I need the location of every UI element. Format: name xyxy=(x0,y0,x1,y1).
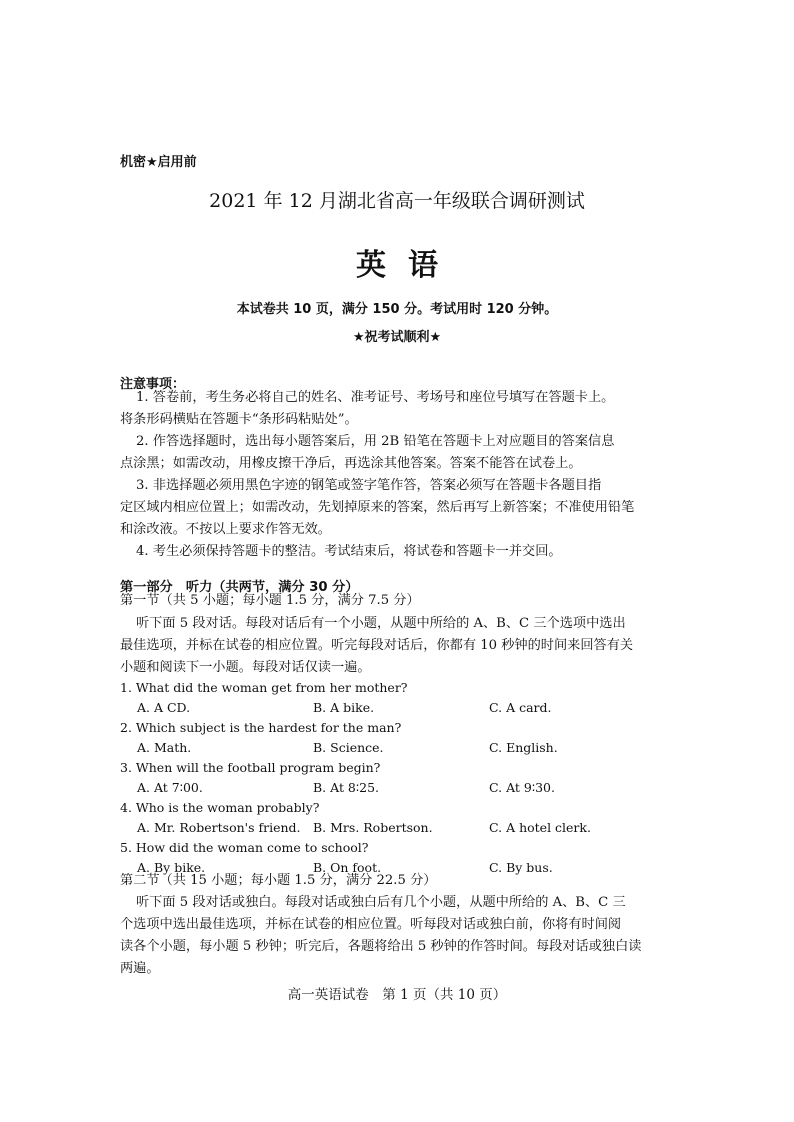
section-1-instruction-line-3: 小题和阅读下一小题。每段对话仅读一遍。 xyxy=(120,660,371,675)
confidential-label: 机密★启用前 xyxy=(120,155,197,170)
question-4-option-b: B. Mrs. Robertson. xyxy=(313,820,433,835)
question-2-option-c: C. English. xyxy=(489,740,558,755)
question-3-option-c: C. At 9∶30. xyxy=(489,780,555,795)
question-2-option-a: A. Math. xyxy=(137,740,192,755)
question-3-option-b: B. At 8∶25. xyxy=(313,780,380,795)
question-5-option-a: A. By bike. xyxy=(137,860,206,875)
note-2-line-1: 2. 作答选择题时，选出每小题答案后，用 2B 铅笔在答题卡上对应题目的答案信息 xyxy=(136,434,615,449)
question-5-option-c: C. By bus. xyxy=(489,860,553,875)
note-3-line-3: 和涂改液。不按以上要求作答无效。 xyxy=(120,522,331,537)
note-2-line-2: 点涂黑；如需改动，用橡皮擦干净后，再选涂其他答案。答案不能答在试卷上。 xyxy=(120,456,582,471)
exam-meta: 本试卷共 10 页，满分 150 分。考试用时 120 分钟。 xyxy=(236,302,558,317)
section-2-instruction-line-2: 个选项中选出最佳选项，并标在试卷的相应位置。听每段对话或独白前，你将有时间阅 xyxy=(120,917,622,932)
good-luck-line: ★祝考试顺利★ xyxy=(352,330,442,345)
question-4: 4. Who is the woman probably? xyxy=(120,800,320,815)
page-footer: 高一英语试卷 第 1 页（共 10 页） xyxy=(287,987,507,1003)
question-3: 3. When will the football program begin? xyxy=(120,760,381,775)
section-2-instruction-line-1: 听下面 5 段对话或独白。每段对话或独白后有几个小题，从题中所给的 A、B、C 三 xyxy=(136,895,626,910)
part-1-title: 第一部分 听力（共两节，满分 30 分） xyxy=(120,580,359,595)
question-2-option-b: B. Science. xyxy=(313,740,384,755)
question-4-option-c: C. A hotel clerk. xyxy=(489,820,591,835)
note-4-line-1: 4. 考生必须保持答题卡的整洁。考试结束后，将试卷和答题卡一并交回。 xyxy=(136,544,562,559)
question-1-option-a: A. A CD. xyxy=(137,700,191,715)
subject-title: 英语 xyxy=(356,248,460,283)
section-1-instruction-line-2: 最佳选项，并标在试卷的相应位置。听完每段对话后，你都有 10 秒钟的时间来回答有关 xyxy=(120,638,634,653)
section-2-instruction-line-3: 读各个小题，每小题 5 秒钟；听完后，各题将给出 5 秒钟的作答时间。每段对话或独白读 xyxy=(120,939,642,954)
question-5: 5. How did the woman come to school? xyxy=(120,840,369,855)
note-3-line-1: 3. 非选择题必须用黑色字迹的钢笔或签字笔作答，答案必须写在答题卡各题目指 xyxy=(136,478,602,493)
section-1-instruction-line-1: 听下面 5 段对话。每段对话后有一个小题，从题中所给的 A、B、C 三个选项中选出 xyxy=(136,616,626,631)
question-1-option-c: C. A card. xyxy=(489,700,552,715)
question-3-option-a: A. At 7∶00. xyxy=(137,780,203,795)
section-2-instruction-line-4: 两遍。 xyxy=(120,961,160,976)
question-1-option-b: B. A bike. xyxy=(313,700,375,715)
exam-title: 2021 年 12 月湖北省高一年级联合调研测试 xyxy=(209,190,585,212)
question-1: 1. What did the woman get from her mother? xyxy=(120,680,408,695)
note-3-line-2: 定区域内相应位置上；如需改动，先划掉原来的答案，然后再写上新答案；不准使用铅笔 xyxy=(120,500,635,515)
note-1-line-2: 将条形码横贴在答题卡“条形码粘贴处”。 xyxy=(120,412,358,427)
question-2: 2. Which subject is the hardest for the man? xyxy=(120,720,402,735)
notes-title: 注意事项： xyxy=(120,377,186,392)
section-2-title: 第二节（共 15 小题；每小题 1.5 分，满分 22.5 分） xyxy=(120,873,437,888)
question-5-option-b: B. On foot. xyxy=(313,860,382,875)
question-4-option-a: A. Mr. Robertson's friend. xyxy=(137,820,301,835)
section-1-title: 第一节（共 5 小题；每小题 1.5 分，满分 7.5 分） xyxy=(120,593,420,608)
note-1-line-1: 1. 答卷前，考生务必将自己的姓名、准考证号、考场号和座位号填写在答题卡上。 xyxy=(136,390,615,405)
